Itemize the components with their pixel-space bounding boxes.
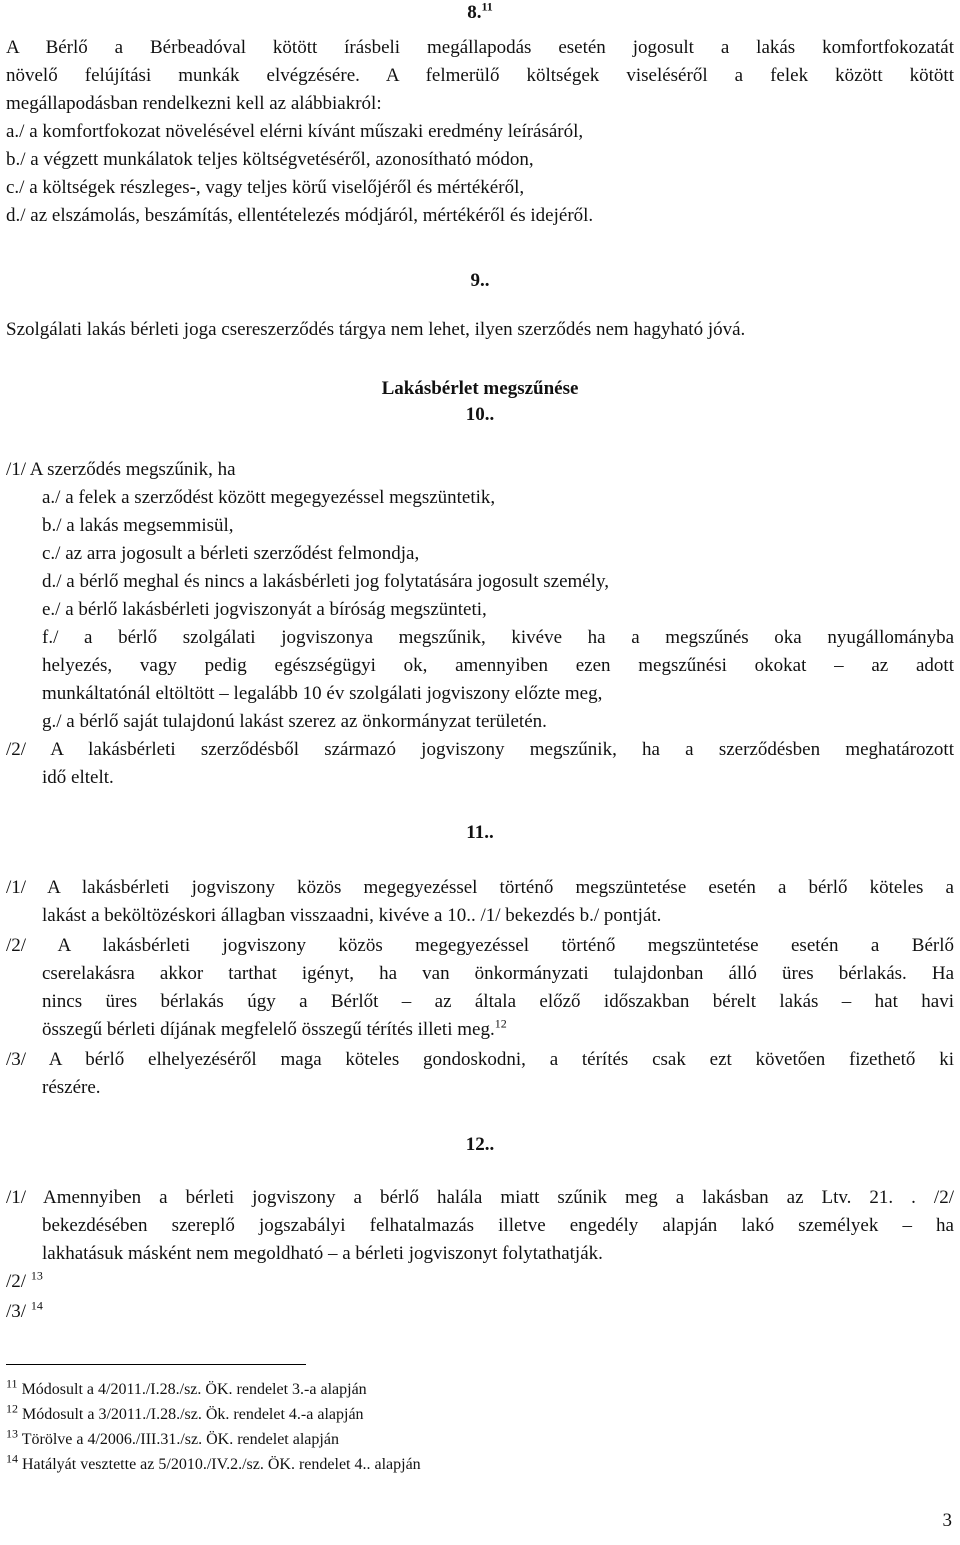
list-item: d./ a bérlő meghal és nincs a lakásbérleti jog folytatására jogosult személy, (42, 571, 610, 592)
text-line: Szolgálati lakás bérleti joga csereszerződés tárgya nem lehet, ilyen szerződés nem hagyható jóvá. (6, 319, 746, 340)
text-line: bekezdésében szereplő jogszabályi felhatalmazás illetve engedély alapján lakó személyek – ha (42, 1215, 954, 1236)
text-line: /3/ A bérlő elhelyezéséről maga köteles gondoskodni, a térítés csak ezt követően fizethető ki (6, 1049, 954, 1070)
list-item: a./ a felek a szerződést között megegyezéssel megszüntetik, (42, 487, 496, 508)
list-item: helyezés, vagy pedig egészségügyi ok, amennyiben ezen megszűnési okokat – az adott (42, 655, 954, 676)
list-item: b./ a végzett munkálatok teljes költségvetéséről, azonosítható módon, (6, 149, 534, 170)
list-item: c./ az arra jogosult a bérleti szerződést felmondja, (42, 543, 420, 564)
text-line: idő eltelt. (42, 767, 114, 788)
text-line: /1/ Amennyiben a bérleti jogviszony a bérlő halála miatt szűnik meg a lakásban az Ltv. 21. . /2/ (6, 1187, 954, 1208)
text-line: nincs üres bérlakás úgy a Bérlőt – az általa előző időszakban bérelt lakás – hat havi (42, 991, 954, 1012)
list-item: g./ a bérlő saját tulajdonú lakást szerez az önkormányzat területén. (42, 711, 547, 732)
list-item: e./ a bérlő lakásbérleti jogviszonyát a bíróság megszünteti, (42, 599, 487, 620)
list-item: b./ a lakás megsemmisül, (42, 515, 234, 536)
list-item: d./ az elszámolás, beszámítás, ellentételezés módjáról, mértékéről és idejéről. (6, 205, 594, 226)
text-line: /2/ A lakásbérleti jogviszony közös megegyezéssel történő megszüntetése esetén a Bérlő (6, 935, 954, 956)
footnote-ref-13: 13 (30, 1268, 43, 1283)
list-item: munkáltatónál eltöltött – legalább 10 év szolgálati jogviszony előzte meg, (42, 683, 603, 704)
text-line: /1/ A lakásbérleti jogviszony közös megegyezéssel történő megszüntetése esetén a bérlő köteles a (6, 877, 954, 898)
footnote-ref-14: 14 (30, 1298, 43, 1313)
text-line: megállapodásban rendelkezni kell az alábbiakról: (6, 93, 382, 114)
page-number: 3 (942, 1510, 952, 1531)
footnote: $^{14}$ Hatályát vesztette az 5/2010./IV.2./sz. ÖK. rendelet 4.. alapján (6, 1451, 421, 1473)
footnote: $^{11}$ Módosult a 4/2011./I.28./sz. ÖK. rendelet 3.-a alapján (6, 1376, 367, 1398)
footnote-ref-12: 12 (494, 1016, 507, 1031)
text-line: /2/ $^{13}$ (6, 1268, 43, 1292)
text-line: A Bérlő a Bérbeadóval kötött írásbeli megállapodás esetén jogosult a lakás komfortfokozatát (6, 37, 954, 58)
section-9-heading: 9.. (470, 270, 490, 291)
section-10-heading: 10.. (465, 404, 495, 425)
list-item: f./ a bérlő szolgálati jogviszonya megszűnik, kivéve ha a megszűnés oka nyugállományba (42, 627, 954, 648)
section-12-heading: 12.. (465, 1134, 495, 1155)
footnote: $^{13}$ Törölve a 4/2006./III.31./sz. ÖK. rendelet alapján (6, 1426, 339, 1448)
text-line: /1/ A szerződés megszűnik, ha (6, 459, 236, 480)
list-item: a./ a komfortfokozat növelésével elérni kívánt műszaki eredmény leírásáról, (6, 121, 584, 142)
text-line: összegű bérleti díjának megfelelő összegű térítés illeti meg.$^{12}$ (42, 1016, 507, 1040)
list-item: c./ a költségek részleges-, vagy teljes körű viselőjéről és mértékéről, (6, 177, 525, 198)
text-line: részére. (42, 1077, 101, 1098)
text-line: növelő felújítási munkák elvégzésére. A felmerülő költségek viseléséről a felek között kötött (6, 65, 954, 86)
text-line: lakást a beköltözéskori állagban visszaadni, kivéve a 10.. /1/ bekezdés b./ pontját. (42, 905, 662, 926)
text-line: cserelakásra akkor tarthat igényt, ha van önkormányzati tulajdonban álló üres bérlakás. Ha (42, 963, 954, 984)
text-line: /3/ $^{14}$ (6, 1298, 43, 1322)
section-11-heading: 11.. (466, 822, 494, 843)
footnote-separator (6, 1364, 306, 1365)
text-line: /2/ A lakásbérleti szerződésből származó jogviszony megszűnik, ha a szerződésben meghatározott (6, 739, 954, 760)
text-line: lakhatásuk másként nem megoldható – a bérleti jogviszonyt folytathatják. (42, 1243, 603, 1264)
section-title: Lakásbérlet megszűnése (381, 378, 579, 399)
section-8-heading: 8.11 (467, 0, 493, 23)
footnote: $^{12}$ Módosult a 3/2011./I.28./sz. Ök. rendelet 4.-a alapján (6, 1401, 364, 1423)
footnote-ref-11: 11 (481, 0, 493, 14)
